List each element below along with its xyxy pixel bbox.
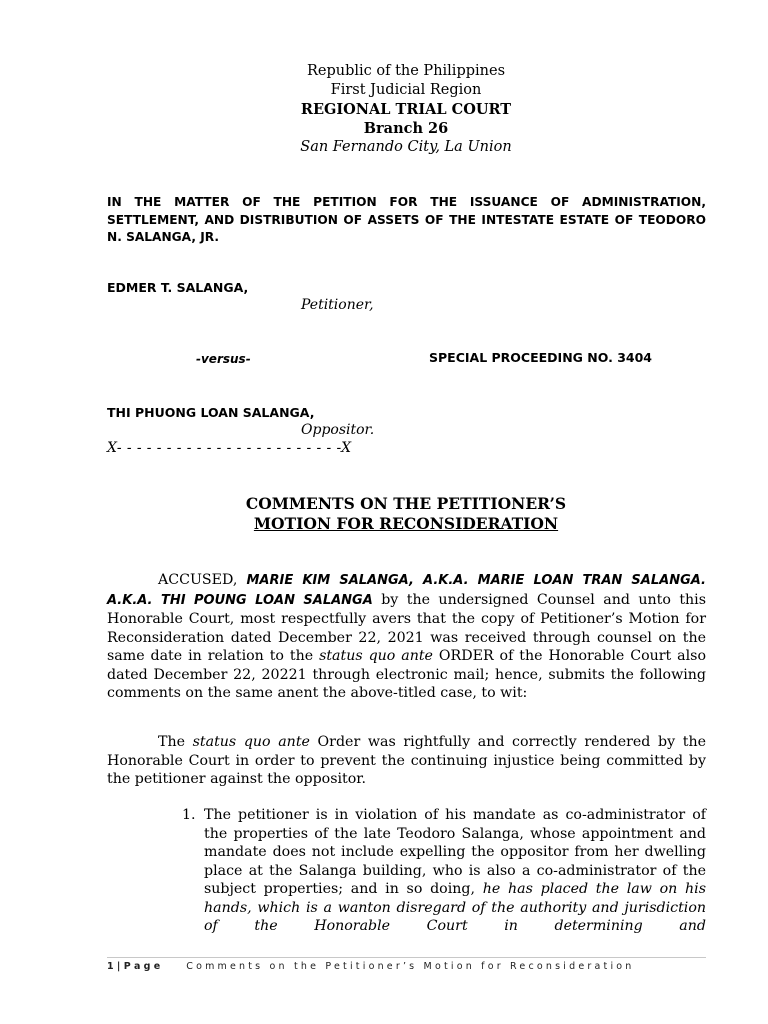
list-item-number: 1. bbox=[182, 807, 196, 823]
title-line-1: COMMENTS ON THE PETITIONER’S bbox=[245, 494, 567, 513]
status-quo-ante-term-2: status quo ante bbox=[192, 734, 310, 750]
list-item-italic-text: he has placed the law on his hands, which is a wanton disregard of the authority and jurisdiction of the Honorable Court in determining and bbox=[204, 881, 706, 934]
numbered-list bbox=[182, 806, 706, 936]
case-number: SPECIAL PROCEEDING NO. 3404 bbox=[429, 350, 652, 365]
petitioner-name: EDMER T. SALANGA, bbox=[107, 280, 249, 295]
order-text-b: Order was rightfully and correctly rendered by the Honorable Court in order to prevent the continuing injustice being committed by the petitioner against the oppositor. bbox=[107, 734, 706, 787]
header-court: REGIONAL TRIAL COURT bbox=[300, 101, 512, 118]
list-item bbox=[204, 806, 706, 936]
oppositor-name: THI PHUONG LOAN SALANGA, bbox=[107, 405, 315, 420]
accused-names: MARIE KIM SALANGA, A.K.A. MARIE LOAN TRAN SALANGA. A.K.A. THI POUNG LOAN SALANGA bbox=[107, 573, 706, 608]
oppositor-role: Oppositor. bbox=[301, 422, 375, 438]
title-line-2: MOTION FOR RECONSIDERATION bbox=[253, 514, 559, 533]
status-quo-ante-term: status quo ante bbox=[319, 648, 433, 664]
intro-text-b: by the undersigned Counsel and unto this Honorable Court, most respectfully avers that the copy of Petitioner’s Motion for Reconsideration dated December 22, 2021 was received through counsel on the same date in relation to the bbox=[107, 591, 706, 664]
list-item-text: The petitioner is in violation of his mandate as co-administrator of the properties of the late Teodoro Salanga, whose appointment and mandate does not include expelling the oppositor from her dwelling place at the Salanga building, who is also a co-administrator of the subject properties; and in so doing, bbox=[204, 807, 706, 897]
caption-separator: X- - - - - - - - - - - - - - - - - - - - - - -X bbox=[107, 440, 352, 456]
court-header bbox=[0, 62, 768, 157]
document-title bbox=[0, 494, 768, 534]
page-footer bbox=[107, 961, 706, 972]
case-matter: IN THE MATTER OF THE PETITION FOR THE ISSUANCE OF ADMINISTRATION, SETTLEMENT, AND DISTRIBUTION OF ASSETS OF THE INTESTATE ESTATE OF TEODORO N. SALANGA, JR. bbox=[107, 195, 706, 244]
order-text-a: The bbox=[158, 734, 193, 750]
paragraph-intro bbox=[107, 571, 706, 703]
header-republic: Republic of the Philippines bbox=[306, 63, 506, 79]
intro-text-a: ACCUSED, bbox=[158, 572, 247, 588]
page-number: 1 | P a g e bbox=[107, 961, 161, 972]
header-branch: Branch 26 bbox=[363, 120, 449, 137]
petitioner-role: Petitioner, bbox=[301, 297, 374, 313]
versus-label: -versus- bbox=[196, 352, 251, 366]
intro-text-c: ORDER of the Honorable Court also dated December 22, 20221 through electronic mail; hence, submits the following comments on the same anent the above-titled case, to wit: bbox=[107, 648, 707, 701]
footer-title: Comments on the Petitioner’s Motion for Reconsideration bbox=[186, 961, 635, 972]
paragraph-order bbox=[107, 733, 706, 789]
header-judicial-region: First Judicial Region bbox=[330, 82, 482, 98]
footer-divider bbox=[107, 957, 706, 958]
header-location: San Fernando City, La Union bbox=[300, 139, 512, 155]
